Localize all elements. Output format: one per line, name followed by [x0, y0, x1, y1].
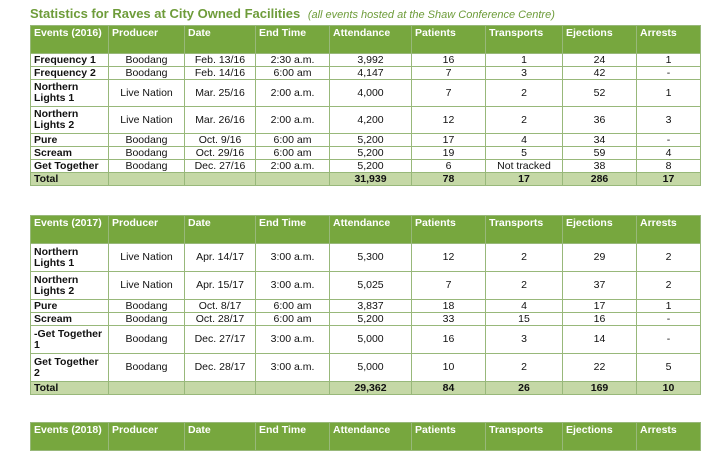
header-row	[31, 423, 701, 451]
total-cell	[109, 382, 185, 395]
ejections-cell: 59	[563, 147, 637, 160]
transports-cell: 3	[486, 67, 563, 80]
end-time-cell: 6:00 am	[256, 300, 330, 313]
col-header-attendance: Attendance	[330, 423, 412, 451]
table-2016	[30, 25, 701, 186]
transports-cell: 4	[486, 134, 563, 147]
col-header-events: Events (2018)	[31, 423, 109, 451]
event-cell: Northern Lights 1	[31, 80, 109, 107]
end-time-cell: 3:00 a.m.	[256, 272, 330, 300]
end-time-cell: 3:00 a.m.	[256, 354, 330, 382]
attendance-cell: 5,200	[330, 147, 412, 160]
transports-cell: 1	[486, 54, 563, 67]
table-row	[31, 107, 701, 134]
total-ejections-cell: 169	[563, 382, 637, 395]
end-time-cell: 6:00 am	[256, 67, 330, 80]
arrests-cell: 5	[637, 354, 701, 382]
attendance-cell: 5,025	[330, 272, 412, 300]
table-row	[31, 54, 701, 67]
end-time-cell: 6:00 am	[256, 134, 330, 147]
col-header-end-time: End Time	[256, 26, 330, 54]
producer-cell: Boodang	[109, 147, 185, 160]
col-header-date: Date	[185, 26, 256, 54]
total-label-cell: Total	[31, 173, 109, 186]
title-subtitle: (all events hosted at the Shaw Conference Centre)	[307, 9, 555, 21]
transports-cell: 2	[486, 80, 563, 107]
end-time-cell: 6:00 am	[256, 147, 330, 160]
patients-cell: 12	[412, 244, 486, 272]
date-cell: Apr. 15/17	[185, 272, 256, 300]
col-header-ejections: Ejections	[563, 216, 637, 244]
patients-cell: 7	[412, 272, 486, 300]
col-header-attendance: Attendance	[330, 26, 412, 54]
event-cell: Pure	[31, 134, 109, 147]
col-header-date: Date	[185, 423, 256, 451]
patients-cell: 18	[412, 300, 486, 313]
table-row	[31, 354, 701, 382]
attendance-cell: 5,200	[330, 160, 412, 173]
arrests-cell: 4	[637, 147, 701, 160]
col-header-ejections: Ejections	[563, 423, 637, 451]
patients-cell: 7	[412, 80, 486, 107]
event-cell: Scream	[31, 147, 109, 160]
date-cell: Mar. 25/16	[185, 80, 256, 107]
date-cell: Feb. 14/16	[185, 67, 256, 80]
patients-cell: 16	[412, 54, 486, 67]
header-row	[31, 26, 701, 54]
transports-cell: 2	[486, 354, 563, 382]
attendance-cell: 5,200	[330, 313, 412, 326]
ejections-cell: 42	[563, 67, 637, 80]
table-row	[31, 313, 701, 326]
patients-cell: 19	[412, 147, 486, 160]
ejections-cell: 34	[563, 134, 637, 147]
patients-cell: 6	[412, 160, 486, 173]
total-cell	[256, 382, 330, 395]
ejections-cell: 16	[563, 313, 637, 326]
date-cell: Oct. 8/17	[185, 300, 256, 313]
table-row	[31, 160, 701, 173]
transports-cell: 2	[486, 244, 563, 272]
table-2017	[30, 215, 701, 395]
total-cell	[185, 173, 256, 186]
col-header-producer: Producer	[109, 423, 185, 451]
date-cell: Dec. 27/17	[185, 326, 256, 354]
arrests-cell: 1	[637, 54, 701, 67]
arrests-cell: -	[637, 313, 701, 326]
ejections-cell: 52	[563, 80, 637, 107]
date-cell: Dec. 28/17	[185, 354, 256, 382]
attendance-cell: 5,000	[330, 354, 412, 382]
end-time-cell: 2:00 a.m.	[256, 107, 330, 134]
total-attendance-cell: 31,939	[330, 173, 412, 186]
table-row	[31, 80, 701, 107]
transports-cell: 4	[486, 300, 563, 313]
transports-cell: 15	[486, 313, 563, 326]
total-row	[31, 382, 701, 395]
producer-cell: Live Nation	[109, 80, 185, 107]
patients-cell: 7	[412, 67, 486, 80]
transports-cell: 3	[486, 326, 563, 354]
total-cell	[256, 173, 330, 186]
table-row	[31, 244, 701, 272]
end-time-cell: 3:00 a.m.	[256, 326, 330, 354]
total-label-cell: Total	[31, 382, 109, 395]
col-header-transports: Transports	[486, 26, 563, 54]
table-row	[31, 147, 701, 160]
arrests-cell: 3	[637, 107, 701, 134]
col-header-events: Events (2016)	[31, 26, 109, 54]
arrests-cell: 2	[637, 244, 701, 272]
col-header-patients: Patients	[412, 216, 486, 244]
attendance-cell: 4,147	[330, 67, 412, 80]
attendance-cell: 3,837	[330, 300, 412, 313]
ejections-cell: 37	[563, 272, 637, 300]
title-text: Statistics for Raves at City Owned Facilities	[30, 6, 301, 21]
transports-cell: Not tracked	[486, 160, 563, 173]
total-cell	[109, 173, 185, 186]
transports-cell: 2	[486, 107, 563, 134]
total-row	[31, 173, 701, 186]
total-ejections-cell: 286	[563, 173, 637, 186]
producer-cell: Live Nation	[109, 107, 185, 134]
event-cell: Northern Lights 2	[31, 107, 109, 134]
event-cell: Frequency 2	[31, 67, 109, 80]
producer-cell: Boodang	[109, 67, 185, 80]
col-header-end-time: End Time	[256, 423, 330, 451]
end-time-cell: 6:00 am	[256, 313, 330, 326]
event-cell: Pure	[31, 300, 109, 313]
attendance-cell: 3,992	[330, 54, 412, 67]
producer-cell: Boodang	[109, 354, 185, 382]
arrests-cell: 2	[637, 272, 701, 300]
arrests-cell: -	[637, 134, 701, 147]
arrests-cell: 1	[637, 300, 701, 313]
page-title	[30, 6, 555, 21]
table-row	[31, 67, 701, 80]
table-row	[31, 300, 701, 313]
ejections-cell: 17	[563, 300, 637, 313]
col-header-ejections: Ejections	[563, 26, 637, 54]
ejections-cell: 24	[563, 54, 637, 67]
ejections-cell: 29	[563, 244, 637, 272]
end-time-cell: 2:00 a.m.	[256, 160, 330, 173]
producer-cell: Boodang	[109, 300, 185, 313]
arrests-cell: -	[637, 326, 701, 354]
ejections-cell: 22	[563, 354, 637, 382]
arrests-cell: 1	[637, 80, 701, 107]
total-patients-cell: 78	[412, 173, 486, 186]
table-row	[31, 326, 701, 354]
date-cell: Oct. 29/16	[185, 147, 256, 160]
event-cell: Northern Lights 1	[31, 244, 109, 272]
col-header-date: Date	[185, 216, 256, 244]
producer-cell: Boodang	[109, 326, 185, 354]
patients-cell: 33	[412, 313, 486, 326]
total-transports-cell: 17	[486, 173, 563, 186]
col-header-transports: Transports	[486, 216, 563, 244]
date-cell: Oct. 9/16	[185, 134, 256, 147]
producer-cell: Boodang	[109, 134, 185, 147]
total-patients-cell: 84	[412, 382, 486, 395]
attendance-cell: 4,000	[330, 80, 412, 107]
producer-cell: Boodang	[109, 160, 185, 173]
producer-cell: Live Nation	[109, 244, 185, 272]
producer-cell: Boodang	[109, 54, 185, 67]
col-header-transports: Transports	[486, 423, 563, 451]
event-cell: -Get Together 1	[31, 326, 109, 354]
total-cell	[185, 382, 256, 395]
date-cell: Oct. 28/17	[185, 313, 256, 326]
patients-cell: 16	[412, 326, 486, 354]
table-row	[31, 272, 701, 300]
patients-cell: 12	[412, 107, 486, 134]
total-arrests-cell: 17	[637, 173, 701, 186]
table-2018	[30, 422, 701, 451]
transports-cell: 2	[486, 272, 563, 300]
arrests-cell: -	[637, 67, 701, 80]
date-cell: Mar. 26/16	[185, 107, 256, 134]
col-header-arrests: Arrests	[637, 26, 701, 54]
arrests-cell: 8	[637, 160, 701, 173]
ejections-cell: 38	[563, 160, 637, 173]
event-cell: Frequency 1	[31, 54, 109, 67]
end-time-cell: 2:00 a.m.	[256, 80, 330, 107]
transports-cell: 5	[486, 147, 563, 160]
table-row	[31, 134, 701, 147]
total-transports-cell: 26	[486, 382, 563, 395]
ejections-cell: 36	[563, 107, 637, 134]
date-cell: Dec. 27/16	[185, 160, 256, 173]
producer-cell: Live Nation	[109, 272, 185, 300]
attendance-cell: 5,300	[330, 244, 412, 272]
col-header-patients: Patients	[412, 423, 486, 451]
patients-cell: 17	[412, 134, 486, 147]
date-cell: Apr. 14/17	[185, 244, 256, 272]
col-header-producer: Producer	[109, 216, 185, 244]
total-arrests-cell: 10	[637, 382, 701, 395]
col-header-events: Events (2017)	[31, 216, 109, 244]
header-row	[31, 216, 701, 244]
col-header-attendance: Attendance	[330, 216, 412, 244]
end-time-cell: 3:00 a.m.	[256, 244, 330, 272]
ejections-cell: 14	[563, 326, 637, 354]
end-time-cell: 2:30 a.m.	[256, 54, 330, 67]
col-header-end-time: End Time	[256, 216, 330, 244]
event-cell: Get Together 2	[31, 354, 109, 382]
attendance-cell: 5,200	[330, 134, 412, 147]
event-cell: Northern Lights 2	[31, 272, 109, 300]
attendance-cell: 5,000	[330, 326, 412, 354]
col-header-arrests: Arrests	[637, 216, 701, 244]
event-cell: Get Together	[31, 160, 109, 173]
event-cell: Scream	[31, 313, 109, 326]
total-attendance-cell: 29,362	[330, 382, 412, 395]
col-header-producer: Producer	[109, 26, 185, 54]
col-header-patients: Patients	[412, 26, 486, 54]
patients-cell: 10	[412, 354, 486, 382]
attendance-cell: 4,200	[330, 107, 412, 134]
producer-cell: Boodang	[109, 313, 185, 326]
col-header-arrests: Arrests	[637, 423, 701, 451]
date-cell: Feb. 13/16	[185, 54, 256, 67]
